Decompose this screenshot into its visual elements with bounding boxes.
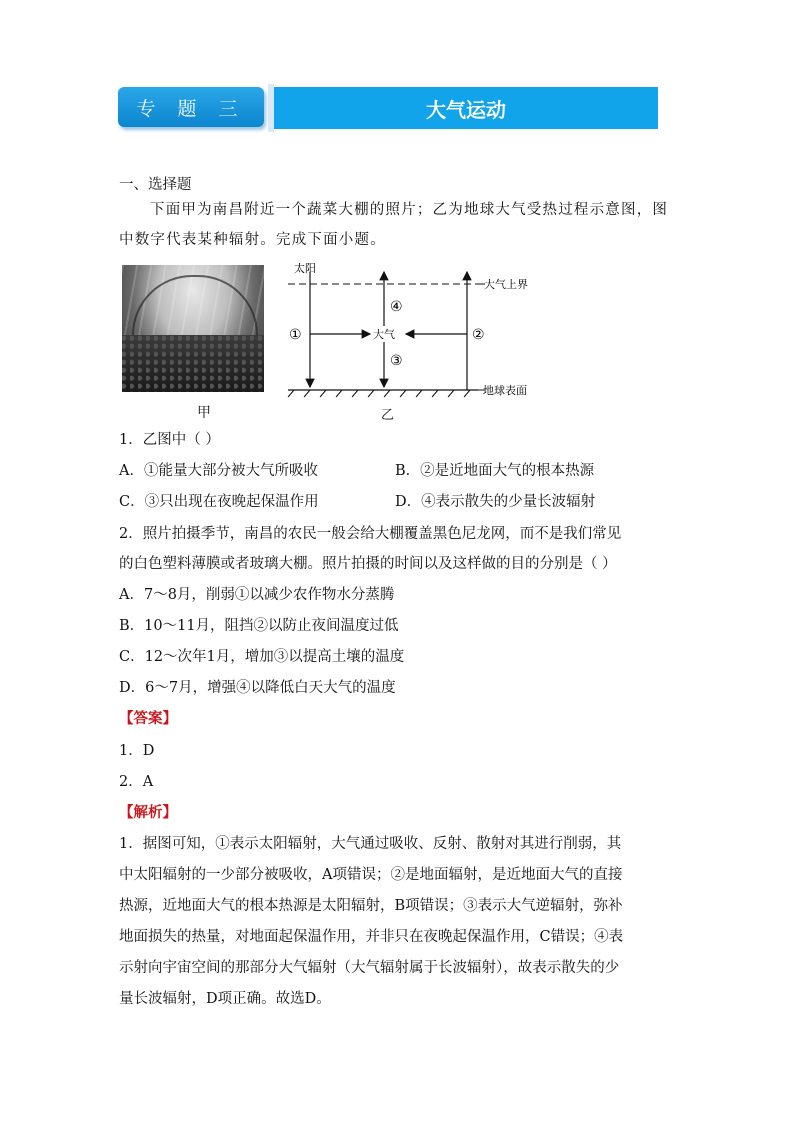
answer-2: 2．A xyxy=(119,774,154,790)
analysis-line-6: 量长波辐射，D项正确。故选D。 xyxy=(119,991,331,1007)
analysis-line-1: 1．据图可知，①表示太阳辐射，大气通过吸收、反射、散射对其进行削弱，其 xyxy=(119,836,622,852)
label-radiation-3: ③ xyxy=(390,353,403,369)
analysis-line-5: 示射向宇宙空间的那部分大气辐射（大气辐射属于长波辐射），故表示散失的少 xyxy=(119,960,620,976)
label-radiation-4: ④ xyxy=(390,299,403,315)
answer-heading: 【答案】 xyxy=(119,711,177,727)
analysis-line-2: 中太阳辐射的一少部分被吸收，A项错误；②是地面辐射，是近地面大气的直接 xyxy=(119,867,623,883)
topic-badge: 专 题 三 xyxy=(118,87,264,127)
label-radiation-2: ② xyxy=(472,327,485,343)
q2-option-c: C．12～次年1月，增加③以提高土壤的温度 xyxy=(119,649,405,665)
q1-option-a: A．①能量大部分被大气所吸收 xyxy=(119,463,318,479)
diagram-caption: 乙 xyxy=(381,408,395,423)
intro-line-2: 中数字代表某种辐射。完成下面小题。 xyxy=(119,232,386,248)
q2-option-d: D．6～7月，增强④以降低白天大气的温度 xyxy=(119,680,396,696)
q1-option-d: D．④表示散失的少量长波辐射 xyxy=(395,494,596,510)
section-heading: 一、选择题 xyxy=(119,177,192,193)
photo-caption: 甲 xyxy=(197,405,211,421)
label-upper-boundary: 大气上界 xyxy=(484,278,528,291)
page-title: 大气运动 xyxy=(274,87,658,129)
label-sun: 太阳 xyxy=(294,262,316,275)
q2-option-a: A．7～8月，削弱①以减少农作物水分蒸腾 xyxy=(119,587,395,603)
answer-1: 1．D xyxy=(119,743,155,759)
q2-option-b: B．10～11月，阻挡②以防止夜间温度过低 xyxy=(119,618,399,634)
intro-line-1: 下面甲为南昌附近一个蔬菜大棚的照片；乙为地球大气受热过程示意图，图 xyxy=(150,202,669,218)
label-ground-surface: 地球表面 xyxy=(483,384,527,397)
analysis-line-3: 热源，近地面大气的根本热源是太阳辐射，B项错误；③表示大气逆辐射，弥补 xyxy=(119,898,623,914)
analysis-line-4: 地面损失的热量，对地面起保温作用，并非只在夜晚起保温作用，C错误；④表 xyxy=(119,929,624,945)
label-radiation-1: ① xyxy=(289,327,302,343)
atmosphere-heating-diagram xyxy=(280,258,540,423)
q1-stem: 1．乙图中（ ） xyxy=(119,432,220,448)
q2-stem-line-1: 2．照片拍摄季节，南昌的农民一般会给大棚覆盖黑色尼龙网，而不是我们常见 xyxy=(119,526,622,542)
analysis-heading: 【解析】 xyxy=(119,805,177,821)
q2-stem-line-2: 的白色塑料薄膜或者玻璃大棚。照片拍摄的时间以及这样做的目的分别是（ ） xyxy=(119,556,617,572)
q1-option-b: B．②是近地面大气的根本热源 xyxy=(395,463,595,479)
label-atmosphere: 大气 xyxy=(373,328,395,341)
greenhouse-photo xyxy=(122,265,264,392)
q1-option-c: C．③只出现在夜晚起保温作用 xyxy=(119,494,319,510)
